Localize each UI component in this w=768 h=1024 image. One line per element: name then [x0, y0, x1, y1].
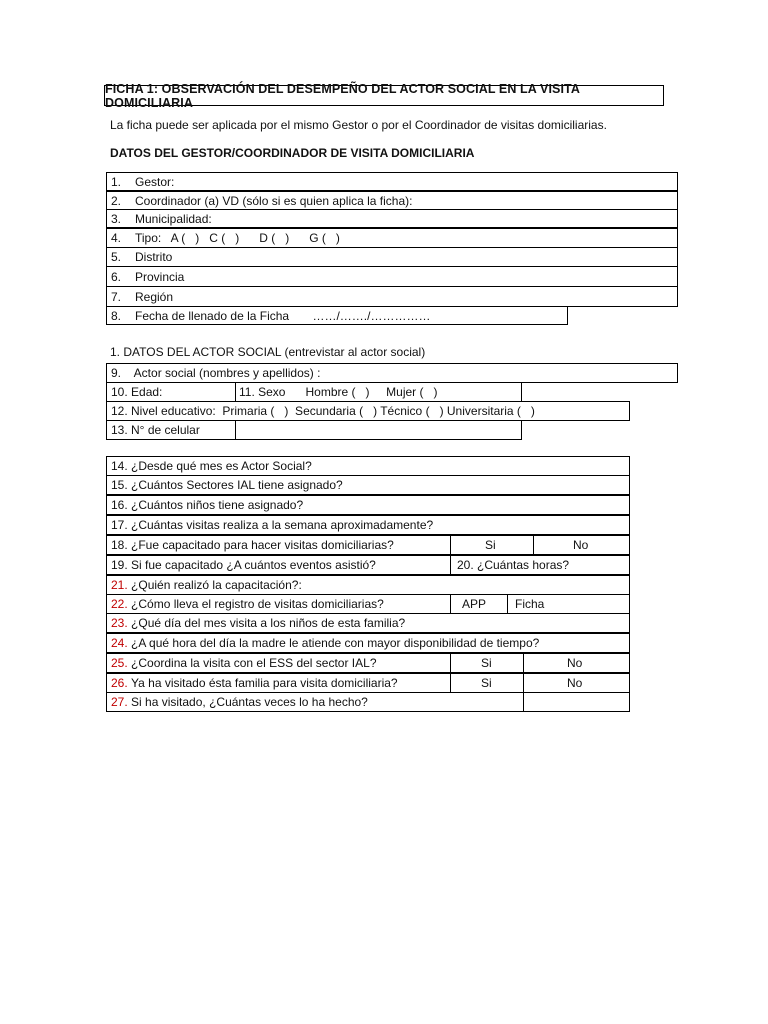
gestor-row-number: 7. [111, 289, 122, 304]
gestor-row-number: 1. [111, 174, 122, 189]
actor-row-13[interactable] [106, 420, 522, 440]
gestor-row-number: 2. [111, 193, 122, 208]
gestor-row[interactable] [106, 247, 678, 267]
q18-no-option[interactable]: No [573, 538, 589, 552]
question-row-19[interactable] [106, 555, 630, 575]
phone-label: 13. N° de celular [111, 423, 200, 437]
form-title [104, 81, 664, 110]
question-19: 19. Si fue capacitado ¿A cuántos eventos asistió? [111, 558, 376, 572]
question-row-22[interactable] [106, 594, 630, 614]
q18-yes-option[interactable]: Si [485, 538, 496, 552]
q22-app-option[interactable]: APP [462, 597, 487, 611]
gestor-row[interactable] [106, 191, 678, 210]
age-label: 10. Edad: [111, 385, 163, 399]
question-17: 17. ¿Cuántas visitas realiza a la semana aproximadamente? [111, 518, 434, 532]
q25-yes-option[interactable]: Si [481, 656, 492, 670]
form-title-text: FICHA 1: OBSERVACIÓN DEL DESEMPEÑO DEL ACTOR SOCIAL EN LA VISITA DOMICILIARIA [105, 81, 580, 110]
q26-no-option[interactable]: No [567, 676, 583, 690]
question-20: 20. ¿Cuántas horas? [457, 558, 570, 572]
question-15: 15. ¿Cuántos Sectores IAL tiene asignado? [111, 478, 343, 492]
question-row-21[interactable] [106, 575, 630, 595]
q26-yes-option[interactable]: Si [481, 676, 492, 690]
gestor-row[interactable] [106, 228, 678, 248]
question-row-15[interactable] [106, 475, 630, 495]
question-22: ¿Cómo lleva el registro de visitas domiciliarias? [131, 597, 384, 611]
question-26: Ya ha visitado ésta familia para visita domiciliaria? [131, 676, 398, 690]
intro-text: La ficha puede ser aplicada por el mismo Gestor o por el Coordinador de visitas domiciliarias. [110, 118, 607, 132]
q27-number: 27. [111, 695, 128, 709]
question-row-17[interactable] [106, 515, 630, 535]
gestor-row-label: Región [135, 289, 174, 304]
question-row-27[interactable] [106, 692, 630, 712]
gestor-row-label: Gestor: [135, 174, 175, 189]
question-row-24[interactable] [106, 633, 630, 653]
question-27: Si ha visitado, ¿Cuántas veces lo ha hecho? [131, 695, 368, 709]
question-24: ¿A qué hora del día la madre le atiende con mayor disponibilidad de tiempo? [131, 636, 540, 650]
q22-ficha-option[interactable]: Ficha [515, 597, 545, 611]
gestor-row-label: Coordinador (a) VD (sólo si es quien aplica la ficha): [135, 193, 413, 208]
gestor-row-label: Tipo: A ( ) C ( ) D ( ) G ( ) [135, 231, 340, 245]
question-row-23[interactable] [106, 613, 630, 633]
gestor-row-number: 8. [111, 308, 122, 323]
gestor-row-number: 5. [111, 250, 122, 264]
actor-row-9[interactable] [106, 363, 678, 383]
question-row-25[interactable] [106, 653, 630, 673]
question-row-14[interactable] [106, 456, 630, 476]
question-16: 16. ¿Cuántos niños tiene asignado? [111, 498, 304, 512]
gestor-row[interactable] [106, 266, 678, 287]
question-25: ¿Coordina la visita con el ESS del sector IAL? [131, 656, 377, 670]
gestor-row-number: 6. [111, 269, 122, 284]
question-18: 18. ¿Fue capacitado para hacer visitas domiciliarias? [111, 538, 394, 552]
gestor-row-label: Provincia [135, 269, 185, 284]
q21-number: 21. [111, 578, 128, 592]
education-label: 12. Nivel educativo: Primaria ( ) Secundaria ( ) Técnico ( ) Universitaria ( ) [111, 404, 535, 418]
section-actor-heading: 1. DATOS DEL ACTOR SOCIAL (entrevistar al actor social) [110, 345, 426, 359]
actor-row-10[interactable] [106, 382, 522, 402]
actor-name-label: 9. Actor social (nombres y apellidos) : [111, 366, 321, 380]
actor-row-12[interactable] [106, 401, 630, 421]
sex-label: 11. Sexo Hombre ( ) Mujer ( ) [239, 385, 438, 399]
q22-number: 22. [111, 597, 128, 611]
question-row-18[interactable] [106, 535, 630, 555]
q25-no-option[interactable]: No [567, 656, 583, 670]
gestor-row-label: Municipalidad: [135, 211, 212, 226]
q24-number: 24. [111, 636, 128, 650]
question-row-26[interactable] [106, 673, 630, 693]
gestor-row-number: 3. [111, 211, 122, 226]
gestor-row-label: Fecha de llenado de la Ficha ……/……./…………… [135, 308, 431, 323]
question-row-16[interactable] [106, 495, 630, 515]
gestor-row-label: Distrito [135, 250, 173, 264]
q26-number: 26. [111, 676, 128, 690]
gestor-row[interactable] [106, 172, 678, 191]
gestor-row[interactable] [106, 209, 678, 228]
question-14: 14. ¿Desde qué mes es Actor Social? [111, 459, 312, 473]
q23-number: 23. [111, 616, 128, 630]
question-21: ¿Quién realizó la capacitación?: [131, 578, 302, 592]
q25-number: 25. [111, 656, 128, 670]
gestor-row[interactable] [106, 306, 568, 325]
question-23: ¿Qué día del mes visita a los niños de esta familia? [131, 616, 406, 630]
gestor-row[interactable] [106, 286, 678, 307]
gestor-row-number: 4. [111, 231, 122, 245]
section-gestor-heading: DATOS DEL GESTOR/COORDINADOR DE VISITA DOMICILIARIA [110, 146, 475, 160]
